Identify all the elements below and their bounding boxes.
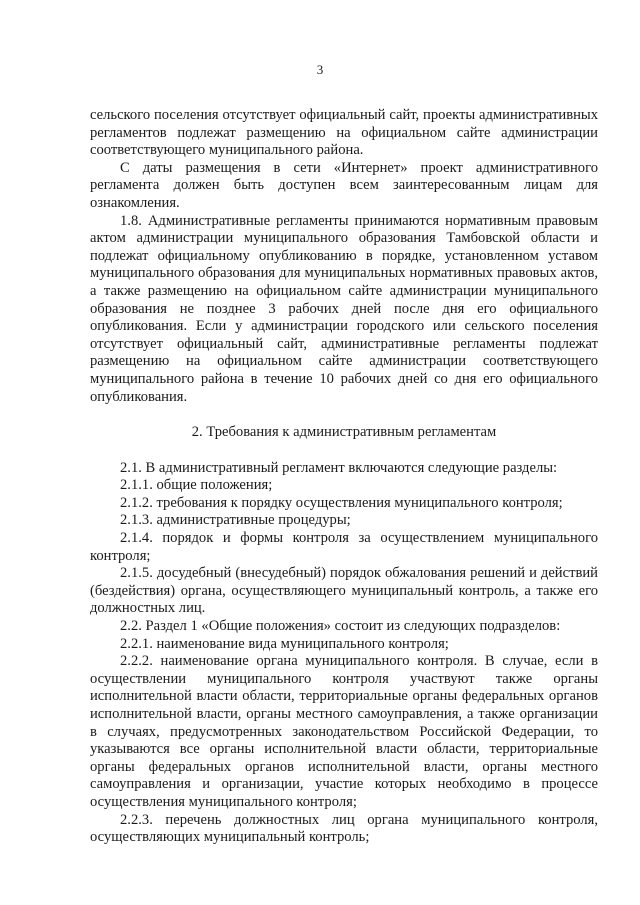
paragraph-2-1-5: 2.1.5. досудебный (внесудебный) порядок обжалования решений и действий (бездействия) органа, осуществляющего муниципальный контроль, а также его должностных лиц. xyxy=(90,565,598,617)
document-body xyxy=(90,107,598,847)
page-number: 3 xyxy=(316,62,324,77)
paragraph-2-2-2: 2.2.2. наименование органа муниципального контроля. В случае, если в осуществлении муниципального контроля участвуют также органы исполнительной власти области, территориальные органы федеральных органов исполнительной власти, органы местного самоуправления, а также организации в случаях, предусмотренных законодательством Российской Федерации, то указываются все органы исполнительной власти области, территориальные органы федеральных органов исполнительной власти, органы местного самоуправления и организации, участие которых необходимо в процессе осуществления муниципального контроля; xyxy=(90,653,598,810)
paragraph-2-2: 2.2. Раздел 1 «Общие положения» состоит из следующих подразделов: xyxy=(120,618,561,635)
paragraph-2-1-1: 2.1.1. общие положения; xyxy=(120,477,273,494)
paragraph-continuation: сельского поселения отсутствует официальный сайт, проекты административных регламентов подлежат размещению на официальном сайте администрации соответствующего муниципального района. xyxy=(90,107,598,159)
paragraph-2-2-1: 2.2.1. наименование вида муниципального контроля; xyxy=(120,635,449,652)
paragraph-2-1-3: 2.1.3. административные процедуры; xyxy=(120,512,351,529)
paragraph-1-8: 1.8. Административные регламенты принимаются нормативным правовым актом администрации муниципального образования Тамбовской области и подлежат официальному опубликованию в порядке, установленном уставом муниципального образования для муниципальных нормативных правовых актов, а также размещению на официальном сайте администрации муниципального образования не позднее 3 рабочих дней после дня его официального опубликования. Если у администрации городского или сельского поселения отсутствует официальный сайт, административные регламенты подлежат размещению на официальном сайте администрации соответствующего муниципального района в течение 10 рабочих дней со дня его официального опубликования. xyxy=(90,212,598,405)
section-heading-2: 2. Требования к административным регламентам xyxy=(191,424,497,441)
paragraph-2-1: 2.1. В административный регламент включаются следующие разделы: xyxy=(120,459,558,476)
paragraph-internet-placement: С даты размещения в сети «Интернет» проект административного регламента должен быть доступен всем заинтересованным лицам для ознакомления. xyxy=(90,159,598,211)
paragraph-2-1-4: 2.1.4. порядок и формы контроля за осуществлением муниципального контроля; xyxy=(90,530,598,564)
paragraph-2-2-3: 2.2.3. перечень должностных лиц органа муниципального контроля, осуществляющих муниципальный контроль; xyxy=(90,811,598,846)
paragraph-2-1-2: 2.1.2. требования к порядку осуществления муниципального контроля; xyxy=(120,494,563,511)
